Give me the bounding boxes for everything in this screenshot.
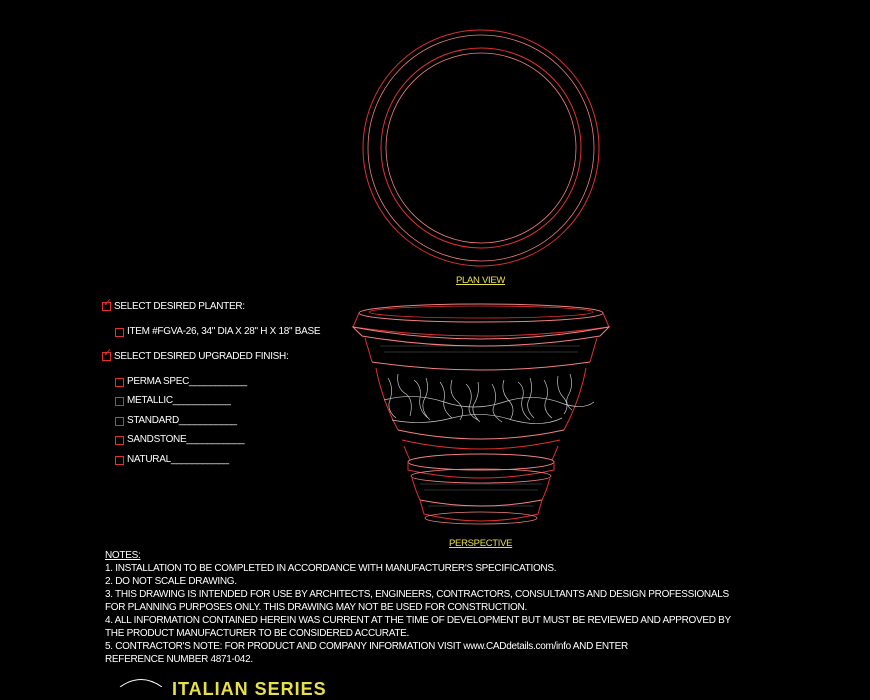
plan-view-drawing xyxy=(363,30,599,266)
note-line: 3. THIS DRAWING IS INTENDED FOR USE BY ARCHITECTS, ENGINEERS, CONTRACTORS, CONSULTANTS AND DESIGN PROFESSIONALS xyxy=(105,589,729,600)
note-line: 1. INSTALLATION TO BE COMPLETED IN ACCORDANCE WITH MANUFACTURER'S SPECIFICATIONS. xyxy=(105,563,557,574)
perspective-drawing xyxy=(353,304,609,524)
series-title: ITALIAN SERIES xyxy=(172,679,327,699)
planter-item-label: ITEM #FGVA-26, 34" DIA X 28" H X 18" BASE xyxy=(127,326,321,337)
finish-option: NATURAL___________ xyxy=(127,454,229,465)
note-line: FOR PLANNING PURPOSES ONLY. THIS DRAWING MAY NOT BE USED FOR CONSTRUCTION. xyxy=(105,602,527,613)
finish-checkbox-perma-spec[interactable] xyxy=(115,378,124,387)
note-line: 2. DO NOT SCALE DRAWING. xyxy=(105,576,237,587)
check-mark-icon: ✓ xyxy=(103,297,113,309)
note-line: REFERENCE NUMBER 4871-042. xyxy=(105,654,253,665)
perspective-label: PERSPECTIVE xyxy=(449,538,513,549)
finish-heading: SELECT DESIRED UPGRADED FINISH: xyxy=(114,351,289,362)
finish-checkbox-standard[interactable] xyxy=(115,417,124,426)
finish-checkbox-natural[interactable] xyxy=(115,456,124,465)
notes-title: NOTES: xyxy=(105,550,141,561)
finish-option: METALLIC___________ xyxy=(127,395,231,406)
check-mark-icon: ✓ xyxy=(103,347,113,359)
note-line: 4. ALL INFORMATION CONTAINED HEREIN WAS CURRENT AT THE TIME OF DEVELOPMENT BUT MUST BE REVIEWED AND APPROVED BY xyxy=(105,615,731,626)
finish-checkbox-sandstone[interactable] xyxy=(115,436,124,445)
finish-checkbox-metallic[interactable] xyxy=(115,397,124,406)
finish-option: STANDARD___________ xyxy=(127,415,237,426)
note-line: 5. CONTRACTOR'S NOTE: FOR PRODUCT AND COMPANY INFORMATION VISIT www.CADdetails.com/info AND ENTER xyxy=(105,641,628,652)
planter-item-checkbox[interactable] xyxy=(115,328,124,337)
finish-option: PERMA SPEC___________ xyxy=(127,376,247,387)
plan-view-label: PLAN VIEW xyxy=(456,275,506,286)
note-line: THE PRODUCT MANUFACTURER TO BE CONSIDERED ACCURATE. xyxy=(105,628,409,639)
finish-option: SANDSTONE___________ xyxy=(127,434,245,445)
planter-heading: SELECT DESIRED PLANTER: xyxy=(114,301,245,312)
series-logo xyxy=(120,680,162,688)
